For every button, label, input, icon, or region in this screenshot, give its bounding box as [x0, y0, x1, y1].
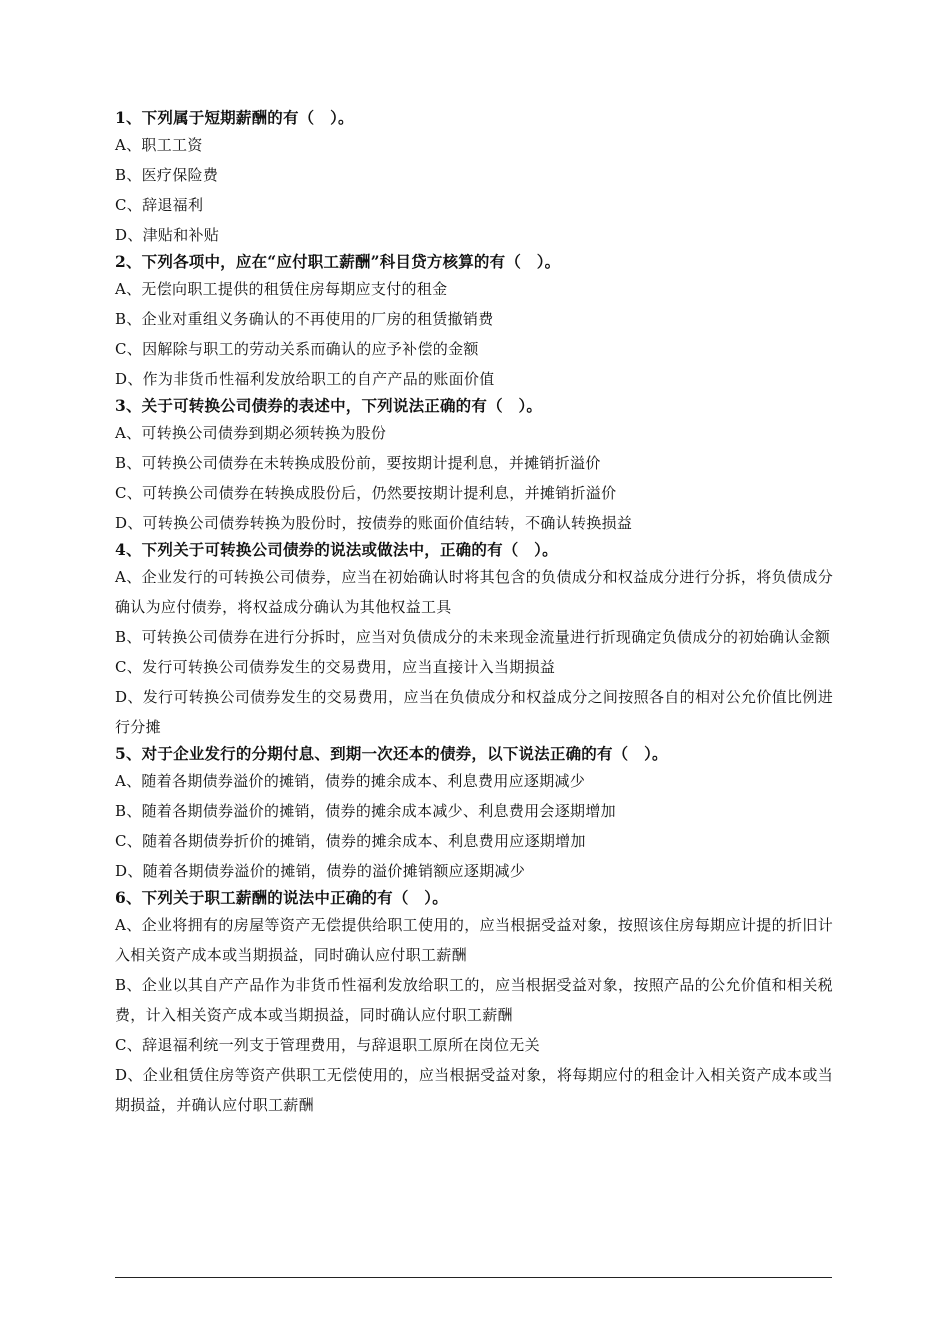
option-c: C、因解除与职工的劳动关系而确认的应予补偿的金额: [115, 340, 479, 358]
option-a: A、随着各期债券溢价的摊销，债券的摊余成本、利息费用应逐期减少: [115, 772, 586, 790]
question-1: [115, 106, 833, 250]
option-b: B、可转换公司债券在进行分拆时，应当对负债成分的未来现金流量进行折现确定负债成分的初始确认金额: [115, 628, 831, 646]
question-3: [115, 394, 833, 538]
option-d: D、随着各期债券溢价的摊销，债券的溢价摊销额应逐期减少: [115, 862, 526, 880]
option-c: C、随着各期债券折价的摊销，债券的摊余成本、利息费用应逐期增加: [115, 832, 586, 850]
footer-divider: [115, 1277, 832, 1278]
option-b: B、医疗保险费: [115, 166, 219, 184]
option-b: B、企业对重组义务确认的不再使用的厂房的租赁撤销费: [115, 310, 494, 328]
option-b: B、可转换公司债券在未转换成股份前，要按期计提利息，并摊销折溢价: [115, 454, 601, 472]
question-4: [115, 538, 833, 742]
question-title: 5、对于企业发行的分期付息、到期一次还本的债券，以下说法正确的有（ ）。: [115, 744, 668, 763]
option-d: D、作为非货币性福利发放给职工的自产产品的账面价值: [115, 370, 495, 388]
option-c: C、辞退福利: [115, 196, 204, 214]
option-a: A、职工工资: [115, 136, 203, 154]
question-title: 2、下列各项中，应在“应付职工薪酬”科目贷方核算的有（ ）。: [115, 252, 561, 271]
option-d: D、可转换公司债券转换为股份时，按债券的账面价值结转，不确认转换损益: [115, 514, 633, 532]
option-a: A、企业发行的可转换公司债券，应当在初始确认时将其包含的负债成分和权益成分进行分拆，将负债成分确认为应付债券，将权益成分确认为其他权益工具: [115, 568, 833, 616]
option-b: B、企业以其自产产品作为非货币性福利发放给职工的，应当根据受益对象，按照产品的公允价值和相关税费，计入相关资产成本或当期损益，同时确认应付职工薪酬: [115, 976, 833, 1024]
option-d: D、发行可转换公司债券发生的交易费用，应当在负债成分和权益成分之间按照各自的相对公允价值比例进行分摊: [115, 688, 833, 736]
option-a: A、企业将拥有的房屋等资产无偿提供给职工使用的，应当根据受益对象，按照该住房每期应计提的折旧计入相关资产成本或当期损益，同时确认应付职工薪酬: [115, 916, 833, 964]
question-title: 6、下列关于职工薪酬的说法中正确的有（ ）。: [115, 888, 448, 907]
option-c: C、发行可转换公司债券发生的交易费用，应当直接计入当期损益: [115, 658, 556, 676]
option-b: B、随着各期债券溢价的摊销，债券的摊余成本减少、利息费用会逐期增加: [115, 802, 616, 820]
option-c: C、辞退福利统一列支于管理费用，与辞退职工原所在岗位无关: [115, 1036, 540, 1054]
question-5: [115, 742, 833, 886]
question-title: 3、关于可转换公司债券的表述中，下列说法正确的有（ ）。: [115, 396, 543, 415]
question-list: [115, 106, 833, 1120]
option-a: A、无偿向职工提供的租赁住房每期应支付的租金: [115, 280, 448, 298]
option-d: D、企业租赁住房等资产供职工无偿使用的，应当根据受益对象，将每期应付的租金计入相关资产成本或当期损益，并确认应付职工薪酬: [115, 1066, 833, 1114]
question-6: [115, 886, 833, 1120]
option-d: D、津贴和补贴: [115, 226, 220, 244]
question-2: [115, 250, 833, 394]
question-title: 1、下列属于短期薪酬的有（ ）。: [115, 108, 354, 127]
option-c: C、可转换公司债券在转换成股份后，仍然要按期计提利息，并摊销折溢价: [115, 484, 617, 502]
question-title: 4、下列关于可转换公司债券的说法或做法中，正确的有（ ）。: [115, 540, 558, 559]
option-a: A、可转换公司债券到期必须转换为股份: [115, 424, 387, 442]
